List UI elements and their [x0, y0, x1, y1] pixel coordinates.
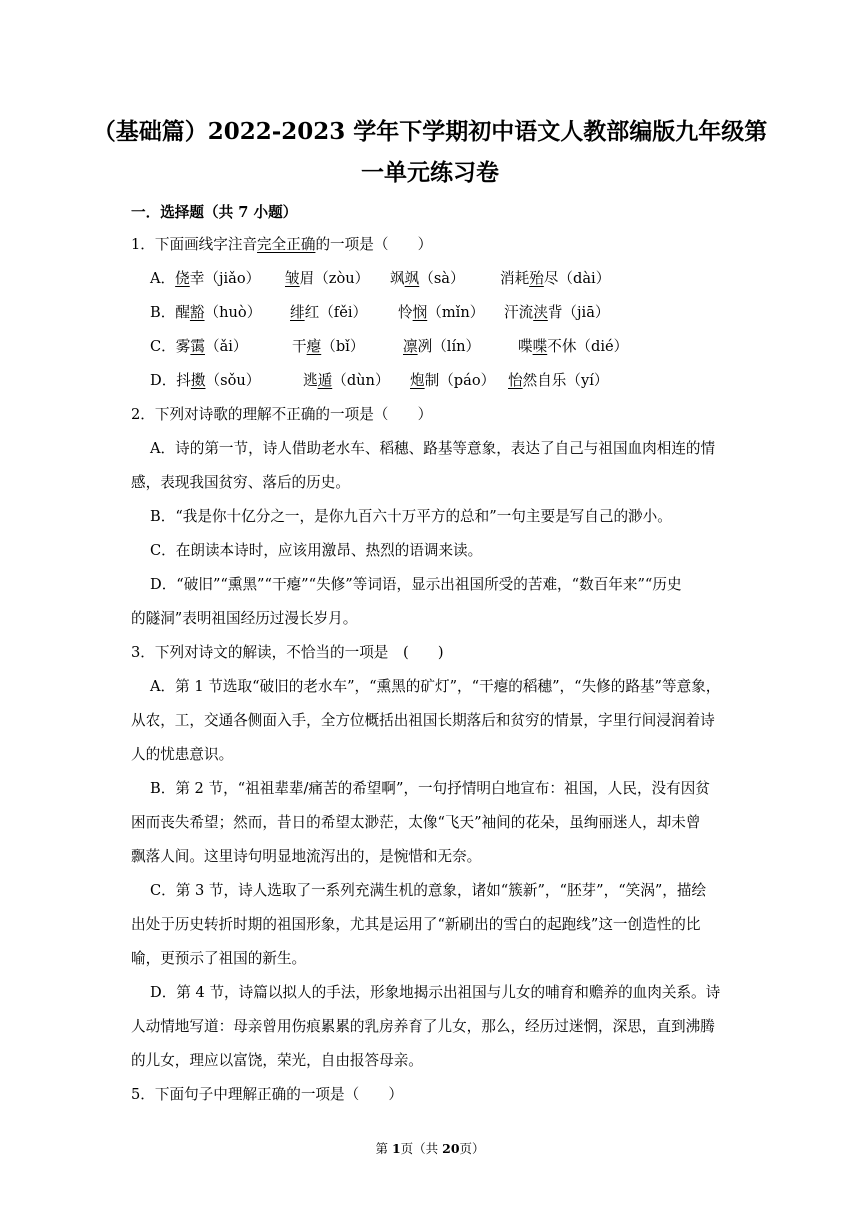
question-2-option-c: C．在朗读本诗时，应该用激昂、热烈的语调来读。 — [150, 542, 483, 559]
option-item: 飒飒（sà） — [390, 270, 465, 287]
option-item: 绯红（fěi） — [290, 304, 368, 321]
underlined-phrase: 完全正确 — [257, 236, 316, 253]
option-item: 皱眉（zòu） — [285, 270, 370, 287]
question-3-option-b: B．第 2 节，“祖祖辈辈/痛苦的希望啊”，一句抒情明白地宣布：祖国，人民，没有因贫 — [150, 780, 710, 797]
option-item: D．抖擞（sǒu） — [150, 372, 261, 389]
question-2-option-b: B．“我是你十亿分之一，是你九百六十万平方的总和”一句主要是写自己的渺小。 — [150, 508, 672, 525]
question-3-stem: 3．下列对诗文的解读，不恰当的一项是 ( ) — [131, 644, 444, 661]
option-item: 怡然自乐（yí） — [508, 372, 609, 389]
option-item: 炮制（páo） — [410, 372, 496, 389]
option-item: B．醒豁（huò） — [150, 304, 262, 321]
question-3-option-a-cont: 人的忧患意识。 — [131, 746, 234, 763]
option-item: 怜悯（mǐn） — [398, 304, 485, 321]
question-1-stem: 1．下面画线字注音完全正确的一项是（ ） — [131, 236, 433, 253]
question-2-stem: 2．下列对诗歌的理解不正确的一项是（ ） — [131, 406, 433, 423]
question-3-option-c: C．第 3 节，诗人选取了一系列充满生机的意象，诸如“簇新”，“胚芽”，“笑涡”，描绘 — [150, 882, 707, 899]
question-3-option-d: D．第 4 节，诗篇以拟人的手法，形象地揭示出祖国与儿女的哺育和赡养的血肉关系。诗 — [150, 984, 721, 1001]
option-item: 喋喋不休（dié） — [518, 338, 629, 355]
question-3-option-a: A．第 1 节选取“破旧的老水车”，“熏黑的矿灯”，“干瘪的稻穗”，“失修的路基”等意象， — [150, 678, 721, 695]
question-3-option-a-cont: 从农，工，交通各侧面入手，全方位概括出祖国长期落后和贫穷的情景，字里行间浸润着诗 — [131, 712, 715, 729]
question-3-option-c-cont: 出处于历史转折时期的祖国形象，尤其是运用了“新刷出的雪白的起跑线”这一创造性的比 — [131, 916, 701, 933]
option-item: 凛冽（lín） — [403, 338, 481, 355]
option-item: 逃遁（dùn） — [303, 372, 390, 389]
section-heading: 一．选择题（共 7 小题） — [131, 204, 298, 221]
option-item: 汗流浃背（jiā） — [504, 304, 610, 321]
document-title-line-2: 一单元练习卷 — [361, 159, 499, 186]
document-title-line-1: （基础篇）2022-2023 学年下学期初中语文人教部编版九年级第 — [92, 118, 768, 145]
question-5-stem: 5．下面句子中理解正确的一项是（ ） — [131, 1086, 403, 1103]
question-2-option-a-cont: 感，表现我国贫穷、落后的历史。 — [131, 474, 350, 491]
question-3-option-c-cont: 喻，更预示了祖国的新生。 — [131, 950, 307, 967]
question-2-option-a: A．诗的第一节，诗人借助老水车、稻穗、路基等意象，表达了自己与祖国血肉相连的情 — [150, 440, 716, 457]
question-3-option-b-cont: 飘落人间。这里诗句明显地流泻出的，是惋惜和无奈。 — [131, 848, 482, 865]
page-number: 1 — [391, 1141, 401, 1156]
question-3-option-d-cont: 的儿女，理应以富饶，荣光，自由报答母亲。 — [131, 1052, 423, 1069]
option-item: C．雾霭（ǎi） — [150, 338, 248, 355]
question-3-option-b-cont: 困而丧失希望；然而，昔日的希望太渺茫，太像“飞天”袖间的花朵，虽绚丽迷人，却未曾 — [131, 814, 701, 831]
option-item: 干瘪（bǐ） — [292, 338, 365, 355]
option-item: A．侥幸（jiǎo） — [150, 270, 261, 287]
page-footer: 第 1页（共 20页） — [375, 1141, 485, 1156]
question-3-option-d-cont: 人动情地写道：母亲曾用伤痕累累的乳房养育了儿女，那么，经历过迷惘，深思，直到沸腾 — [131, 1018, 715, 1035]
question-2-option-d: D．“破旧”“熏黑”“干瘪”“失修”等词语，显示出祖国所受的苦难，“数百年来”“历史 — [150, 576, 682, 593]
question-2-option-d-cont: 的隧洞”表明祖国经历过漫长岁月。 — [131, 610, 358, 627]
total-pages: 20 — [442, 1141, 460, 1156]
option-item: 消耗殆尽（dài） — [500, 270, 611, 287]
